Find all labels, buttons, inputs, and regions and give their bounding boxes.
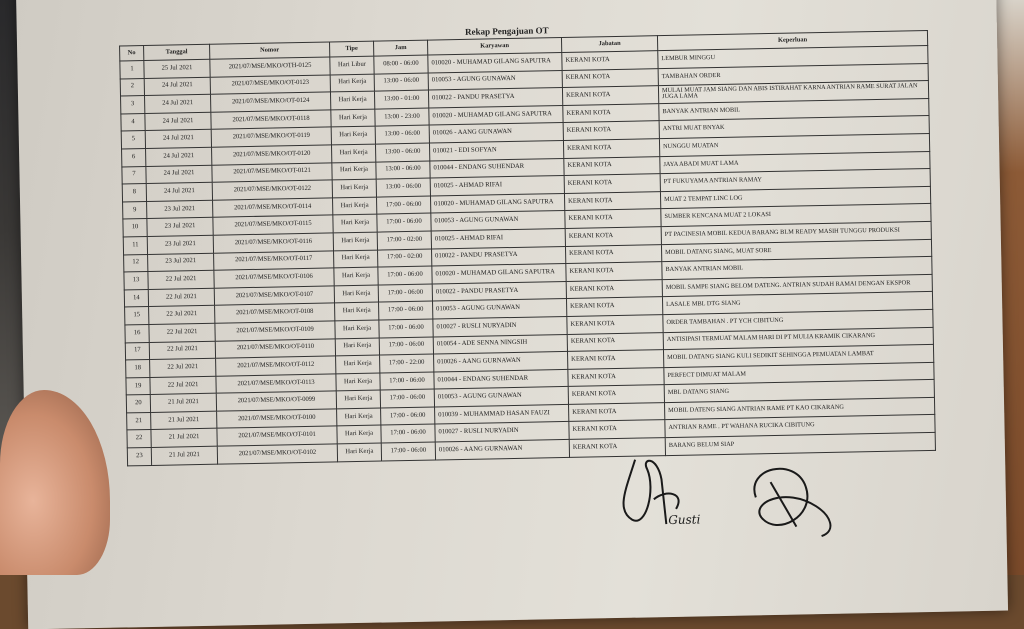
cell-nomor: 2021/07/MSE/MKO/OT-0119 <box>211 127 331 147</box>
cell-jabatan: KERANI KOTA <box>567 350 663 369</box>
cell-nomor: 2021/07/MSE/MKO/OT-0108 <box>215 303 335 323</box>
cell-karyawan: 010020 - MUHAMAD GILANG SAPUTRA <box>432 264 566 284</box>
cell-no: 13 <box>124 272 148 290</box>
cell-tanggal: 22 Jul 2021 <box>149 341 215 360</box>
cell-tanggal: 23 Jul 2021 <box>148 253 214 272</box>
cell-keperluan: MOBIL DATANG SIANG, MUAT SORE <box>661 239 931 262</box>
cell-tipe: Hari Kerja <box>332 162 376 180</box>
cell-tanggal: 21 Jul 2021 <box>151 429 217 448</box>
header-tipe: Tipe <box>330 41 374 57</box>
cell-tipe: Hari Kerja <box>335 302 379 320</box>
cell-tanggal: 22 Jul 2021 <box>149 306 215 325</box>
cell-jabatan: KERANI KOTA <box>567 332 663 351</box>
cell-nomor: 2021/07/MSE/MKO/OT-0116 <box>213 233 333 253</box>
header-jam: Jam <box>374 40 428 56</box>
cell-jabatan: KERANI KOTA <box>565 244 661 263</box>
cell-nomor: 2021/07/MSE/MKO/OT-0112 <box>216 356 336 376</box>
cell-jabatan: KERANI KOTA <box>569 438 665 457</box>
cell-no: 18 <box>126 360 150 378</box>
cell-jabatan: KERANI KOTA <box>562 68 658 87</box>
cell-karyawan: 010044 - ENDANG SUHENDAR <box>430 158 564 178</box>
cell-nomor: 2021/07/MSE/MKO/OT-0110 <box>215 338 335 358</box>
cell-tanggal: 24 Jul 2021 <box>146 165 212 184</box>
cell-keperluan: MULAI MUAT JAM SIANG DAN ABIS ISTIRAHAT KARNA ANTRIAN RAME SURAT JALAN JUGA LAMA <box>658 81 928 104</box>
cell-jabatan: KERANI KOTA <box>566 297 662 316</box>
cell-karyawan: 010022 - PANDU PRASETYA <box>428 88 562 108</box>
cell-keperluan: NUNGGU MUATAN <box>659 133 929 156</box>
cell-jam: 17:00 - 06:00 <box>381 407 435 426</box>
cell-keperluan: ORDER TAMBAHAN . PT YCH CIBITUNG <box>663 309 933 332</box>
cell-karyawan: 010026 - AANG GUNAWAN <box>429 123 563 143</box>
cell-jam: 13:00 - 06:00 <box>374 73 428 92</box>
cell-karyawan: 010054 - ADE SENNA NINGSIH <box>433 334 567 354</box>
cell-jam: 17:00 - 06:00 <box>380 389 434 408</box>
cell-jam: 13:00 - 01:00 <box>374 90 428 109</box>
cell-tipe: Hari Kerja <box>330 91 374 109</box>
cell-jabatan: KERANI KOTA <box>566 279 662 298</box>
cell-tanggal: 24 Jul 2021 <box>144 77 210 96</box>
cell-keperluan: JAYA ABADI MUAT LAMA <box>660 151 930 174</box>
cell-karyawan: 010025 - AHMAD RIFAI <box>431 228 565 248</box>
cell-no: 10 <box>123 219 147 237</box>
cell-karyawan: 010053 - AGUNG GUNAWAN <box>433 299 567 319</box>
cell-karyawan: 010039 - MUHAMMAD HASAN FAUZI <box>435 404 569 424</box>
cell-tanggal: 22 Jul 2021 <box>150 358 216 377</box>
cell-nomor: 2021/07/MSE/MKO/OT-0100 <box>217 409 337 429</box>
cell-tanggal: 22 Jul 2021 <box>148 288 214 307</box>
cell-jabatan: KERANI KOTA <box>569 420 665 439</box>
cell-keperluan: BARANG BELUM SIAP <box>665 432 935 455</box>
cell-no: 14 <box>124 289 148 307</box>
cell-keperluan: SUMBER KENCANA MUAT 2 LOKASI <box>661 204 931 227</box>
cell-nomor: 2021/07/MSE/MKO/OT-0114 <box>213 198 333 218</box>
cell-nomor: 2021/07/MSE/MKO/OT-0109 <box>215 321 335 341</box>
cell-tipe: Hari Kerja <box>330 74 374 92</box>
cell-keperluan: MUAT 2 TEMPAT LINC LOG <box>660 186 930 209</box>
cell-nomor: 2021/07/MSE/MKO/OT-0121 <box>212 162 332 182</box>
cell-nomor: 2021/07/MSE/MKO/OT-0101 <box>217 426 337 446</box>
cell-tanggal: 22 Jul 2021 <box>150 376 216 395</box>
cell-no: 12 <box>124 254 148 272</box>
cell-tipe: Hari Kerja <box>336 355 380 373</box>
cell-keperluan: MOBIL DATANG SIANG KULI SEDIKIT SEHINGGA PEMUATAN LAMBAT <box>663 345 933 368</box>
cell-no: 21 <box>127 412 151 430</box>
cell-karyawan: 010026 - AANG GURNAWAN <box>435 439 569 459</box>
cell-jam: 17:00 - 22:00 <box>380 354 434 373</box>
cell-no: 8 <box>122 184 146 202</box>
cell-jam: 17:00 - 06:00 <box>377 213 431 232</box>
cell-nomor: 2021/07/MSE/MKO/OT-0124 <box>210 92 330 112</box>
cell-jam: 08:00 - 06:00 <box>374 55 428 74</box>
signature-strokes <box>595 425 857 550</box>
cell-karyawan: 010021 - EDI SOFYAN <box>429 140 563 160</box>
cell-tanggal: 21 Jul 2021 <box>151 411 217 430</box>
cell-no: 9 <box>123 201 147 219</box>
cell-jabatan: KERANI KOTA <box>568 385 664 404</box>
cell-tipe: Hari Kerja <box>333 197 377 215</box>
cell-keperluan: LEMBUR MINGGU <box>658 45 928 68</box>
cell-jam: 17:00 - 02:00 <box>377 231 431 250</box>
cell-tipe: Hari Kerja <box>335 338 379 356</box>
cell-tipe: Hari Kerja <box>335 320 379 338</box>
cell-tanggal: 21 Jul 2021 <box>151 446 217 465</box>
document-sheet <box>16 0 1008 629</box>
cell-karyawan: 010020 - MUHAMAD GILANG SAPUTRA <box>429 105 563 125</box>
cell-tipe: Hari Kerja <box>333 214 377 232</box>
cell-jabatan: KERANI KOTA <box>568 367 664 386</box>
cell-karyawan: 010025 - AHMAD RIFAI <box>430 176 564 196</box>
cell-jabatan: KERANI KOTA <box>566 262 662 281</box>
cell-jam: 17:00 - 06:00 <box>381 424 435 443</box>
signature-name: Gusti <box>668 512 701 528</box>
cell-jabatan: KERANI KOTA <box>564 191 660 210</box>
cell-jam: 17:00 - 06:00 <box>381 442 435 461</box>
cell-jam: 17:00 - 06:00 <box>380 372 434 391</box>
overtime-table <box>119 30 936 466</box>
table-body <box>120 45 936 465</box>
cell-no: 15 <box>125 307 149 325</box>
header-karyawan: Karyawan <box>427 38 561 56</box>
cell-tanggal: 23 Jul 2021 <box>147 200 213 219</box>
cell-nomor: 2021/07/MSE/MKO/OT-0123 <box>210 75 330 95</box>
cell-nomor: 2021/07/MSE/MKO/OT-0117 <box>214 250 334 270</box>
cell-tipe: Hari Kerja <box>334 250 378 268</box>
cell-keperluan: PERFECT DIMUAT MALAM <box>664 362 934 385</box>
cell-tipe: Hari Kerja <box>332 179 376 197</box>
cell-jabatan: KERANI KOTA <box>562 51 658 70</box>
cell-keperluan: MOBIL SAMPE SIANG BELOM DATENG. ANTRIAN SUDAH RAMAI DENGAN EKSPOR <box>662 274 932 297</box>
cell-no: 2 <box>120 78 144 96</box>
cell-no: 5 <box>121 131 145 149</box>
cell-tanggal: 22 Jul 2021 <box>149 323 215 342</box>
cell-keperluan: PT PACINESIA MOBIL KEDUA BARANG BLM READY MASIH TUNGGU PRODUKSI <box>661 221 931 244</box>
cell-jam: 17:00 - 06:00 <box>378 284 432 303</box>
cell-tanggal: 24 Jul 2021 <box>145 112 211 131</box>
cell-tipe: Hari Kerja <box>331 144 375 162</box>
cell-jabatan: KERANI KOTA <box>569 402 665 421</box>
cell-jabatan: KERANI KOTA <box>567 315 663 334</box>
cell-karyawan: 010053 - AGUNG GUNAWAN <box>434 387 568 407</box>
cell-jabatan: KERANI KOTA <box>564 174 660 193</box>
cell-jabatan: KERANI KOTA <box>563 103 659 122</box>
cell-tipe: Hari Kerja <box>333 232 377 250</box>
cell-karyawan: 010027 - RUSLI NURYADIN <box>435 422 569 442</box>
cell-nomor: 2021/07/MSE/MKO/OT-0099 <box>216 391 336 411</box>
cell-keperluan: ANTISIPASI TERMUAT MALAM HARI DI PT MULIA KRAMIK CIKARANG <box>663 327 933 350</box>
cell-tipe: Hari Kerja <box>337 443 381 461</box>
cell-tanggal: 24 Jul 2021 <box>146 147 212 166</box>
cell-jabatan: KERANI KOTA <box>565 227 661 246</box>
header-jabatan: Jabatan <box>561 36 657 53</box>
cell-jam: 13:00 - 06:00 <box>375 143 429 162</box>
cell-jam: 17:00 - 06:00 <box>379 301 433 320</box>
cell-jabatan: KERANI KOTA <box>563 139 659 158</box>
cell-jam: 17:00 - 06:00 <box>378 266 432 285</box>
cell-nomor: 2021/07/MSE/MKO/OT-0115 <box>213 215 333 235</box>
cell-tipe: Hari Kerja <box>331 126 375 144</box>
cell-no: 4 <box>121 113 145 131</box>
cell-tipe: Hari Kerja <box>334 267 378 285</box>
cell-karyawan: 010027 - RUSLI NURYADIN <box>433 316 567 336</box>
cell-no: 20 <box>126 395 150 413</box>
cell-tipe: Hari Kerja <box>336 373 380 391</box>
cell-jam: 17:00 - 06:00 <box>379 337 433 356</box>
cell-tanggal: 24 Jul 2021 <box>145 94 211 113</box>
cell-tipe: Hari Kerja <box>337 408 381 426</box>
cell-no: 1 <box>120 61 144 79</box>
cell-jabatan: KERANI KOTA <box>562 86 658 105</box>
cell-jabatan: KERANI KOTA <box>565 209 661 228</box>
cell-tanggal: 21 Jul 2021 <box>150 393 216 412</box>
cell-no: 19 <box>126 377 150 395</box>
cell-tipe: Hari Kerja <box>334 285 378 303</box>
cell-keperluan: TAMBAHAN ORDER <box>658 63 928 86</box>
cell-jabatan: KERANI KOTA <box>564 156 660 175</box>
cell-karyawan: 010022 - PANDU PRASETYA <box>431 246 565 266</box>
cell-jabatan: KERANI KOTA <box>563 121 659 140</box>
cell-tipe: Hari Kerja <box>336 390 380 408</box>
cell-tipe: Hari Libur <box>330 56 374 74</box>
cell-nomor: 2021/07/MSE/MKO/OT-0106 <box>214 268 334 288</box>
cell-keperluan: ANTRI MUAT BNYAK <box>659 116 929 139</box>
cell-nomor: 2021/07/MSE/MKO/OT-0118 <box>211 110 331 130</box>
cell-karyawan: 010026 - AANG GURNAWAN <box>434 352 568 372</box>
cell-nomor: 2021/07/MSE/MKO/OTH-0125 <box>210 57 330 77</box>
cell-no: 22 <box>127 430 151 448</box>
cell-tipe: Hari Kerja <box>331 109 375 127</box>
cell-karyawan: 010022 - PANDU PRASETYA <box>432 281 566 301</box>
cell-karyawan: 010020 - MUHAMAD GILANG SAPUTRA <box>428 52 562 72</box>
header-tanggal: Tanggal <box>144 44 210 60</box>
cell-nomor: 2021/07/MSE/MKO/OT-0107 <box>214 286 334 306</box>
cell-no: 3 <box>121 96 145 114</box>
cell-nomor: 2021/07/MSE/MKO/OT-0120 <box>212 145 332 165</box>
document-title: Rekap Pengajuan OT <box>464 25 549 37</box>
cell-no: 23 <box>127 448 151 466</box>
header-keperluan: Keperluan <box>657 30 927 50</box>
cell-jam: 17:00 - 06:00 <box>379 319 433 338</box>
cell-karyawan: 010044 - ENDANG SUHENDAR <box>434 369 568 389</box>
cell-tanggal: 25 Jul 2021 <box>144 59 210 78</box>
cell-no: 7 <box>122 166 146 184</box>
cell-tipe: Hari Kerja <box>337 426 381 444</box>
cell-no: 11 <box>123 236 147 254</box>
cell-tanggal: 23 Jul 2021 <box>147 218 213 237</box>
cell-karyawan: 010020 - MUHAMAD GILANG SAPUTRA <box>430 193 564 213</box>
header-no: No <box>120 46 144 61</box>
cell-jam: 13:00 - 06:00 <box>375 125 429 144</box>
cell-no: 17 <box>125 342 149 360</box>
header-nomor: Nomor <box>210 42 330 59</box>
cell-no: 16 <box>125 324 149 342</box>
cell-jam: 17:00 - 02:00 <box>378 249 432 268</box>
cell-no: 6 <box>122 148 146 166</box>
cell-keperluan: BANYAK ANTRIAN MOBIL <box>662 257 932 280</box>
cell-keperluan: LASALE MBL DTG SIANG <box>662 292 932 315</box>
cell-jam: 13:00 - 06:00 <box>376 178 430 197</box>
cell-keperluan: MBL DATANG SIANG <box>664 380 934 403</box>
signatures <box>595 425 857 550</box>
cell-nomor: 2021/07/MSE/MKO/OT-0122 <box>212 180 332 200</box>
cell-keperluan: BANYAK ANTRIAN MOBIL <box>659 98 929 121</box>
cell-tanggal: 24 Jul 2021 <box>145 130 211 149</box>
cell-nomor: 2021/07/MSE/MKO/OT-0113 <box>216 374 336 394</box>
cell-keperluan: MOBIL DATENG SIANG ANTRIAN RAME PT KAO CIKARANG <box>664 397 934 420</box>
cell-tanggal: 24 Jul 2021 <box>146 182 212 201</box>
cell-keperluan: ANTRIAN RAME . PT WAHANA RUCIKA CIBITUNG <box>665 415 935 438</box>
cell-jam: 17:00 - 06:00 <box>376 196 430 215</box>
cell-karyawan: 010053 - AGUNG GUNAWAN <box>428 70 562 90</box>
cell-jam: 13:00 - 06:00 <box>376 161 430 180</box>
cell-tanggal: 23 Jul 2021 <box>147 235 213 254</box>
cell-keperluan: PT FUKUYAMA ANTRIAN RAMAY <box>660 169 930 192</box>
cell-nomor: 2021/07/MSE/MKO/OT-0102 <box>217 444 337 464</box>
cell-tanggal: 22 Jul 2021 <box>148 270 214 289</box>
cell-karyawan: 010053 - AGUNG GUNAWAN <box>431 211 565 231</box>
cell-jam: 13:00 - 23:00 <box>375 108 429 127</box>
